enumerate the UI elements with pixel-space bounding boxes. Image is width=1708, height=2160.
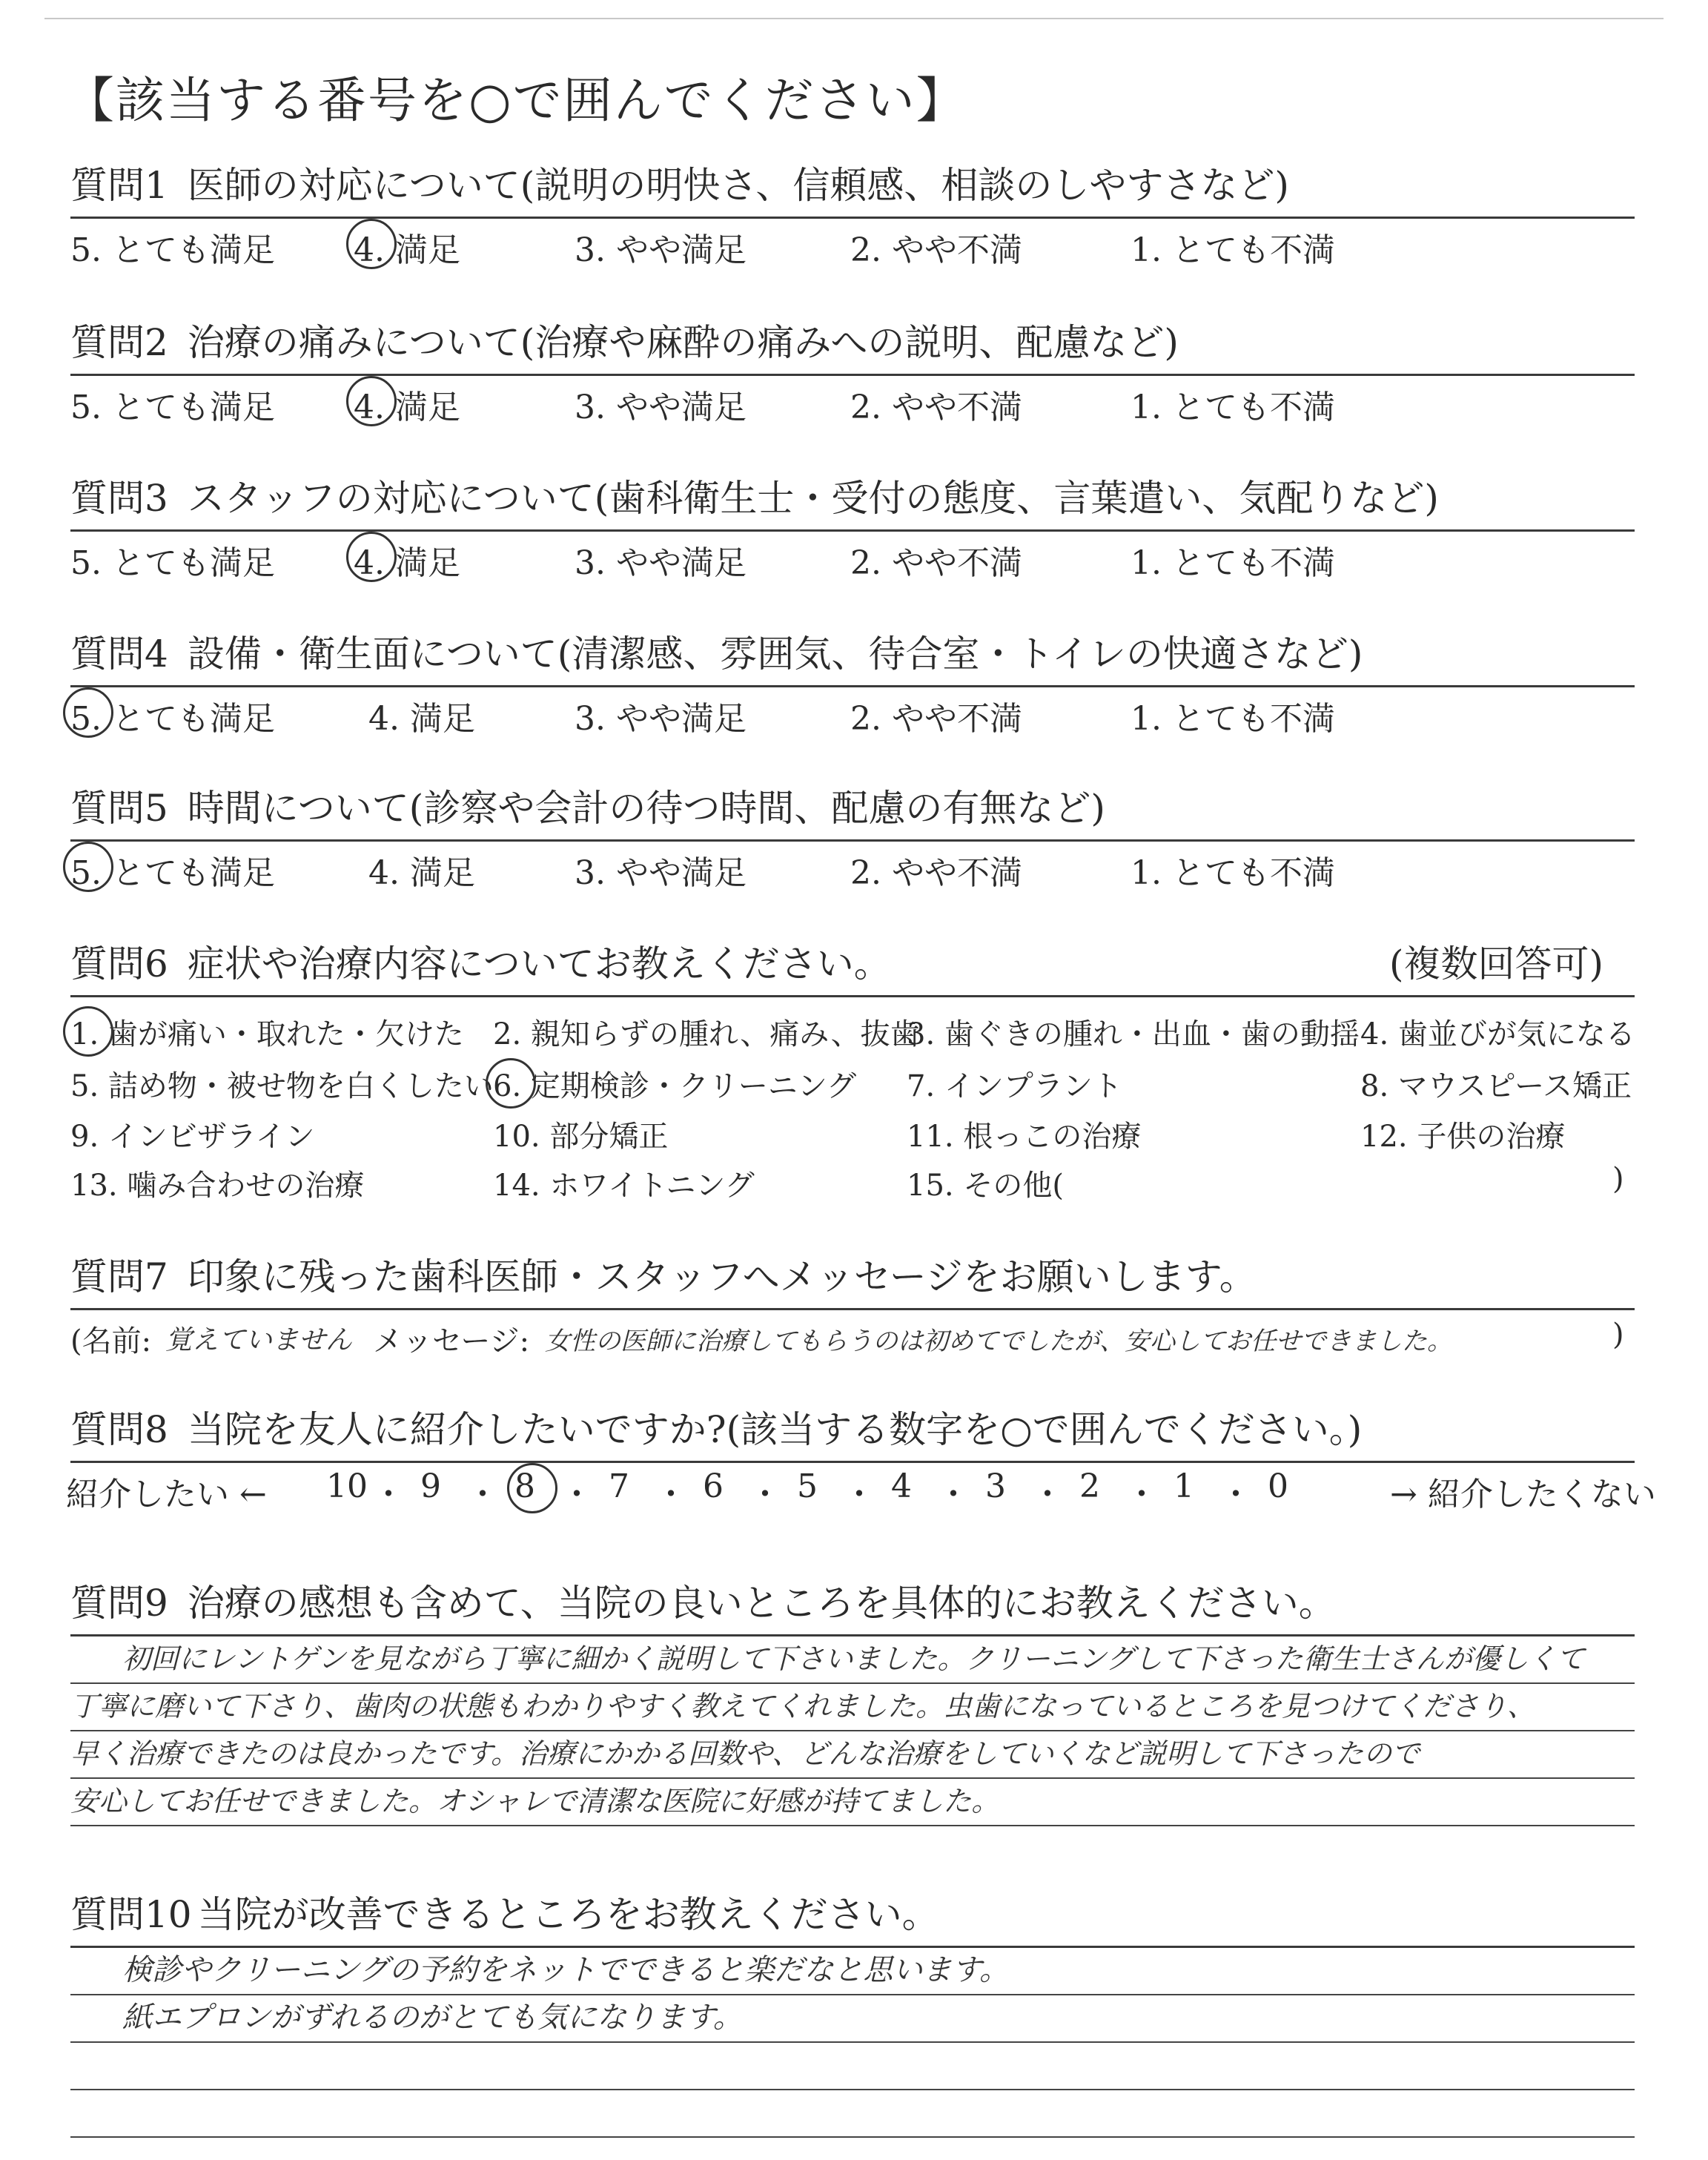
symptom-option-4[interactable]: 4. 歯並びが気になる: [1360, 1017, 1635, 1051]
option-3[interactable]: 3. やや満足: [575, 231, 747, 269]
scale-number-7[interactable]: 7: [609, 1467, 629, 1505]
question-number: 質問2: [70, 321, 168, 364]
question-5: [70, 777, 1635, 908]
option-2[interactable]: 2. やや不満: [850, 231, 1022, 269]
option-5[interactable]: 5. とても満足: [70, 231, 275, 269]
option-4[interactable]: 4. 満足: [368, 700, 475, 738]
question-text: 印象に残った歯科医師・スタッフへメッセージをお願いします。: [187, 1255, 1257, 1298]
message-value[interactable]: 女性の医師に治療してもらうのは初めてでしたが、安心してお任せできました。: [545, 1327, 1452, 1356]
scale-left-label: 紹介したい ←: [66, 1476, 267, 1513]
top-border: [44, 18, 1664, 19]
answer-line[interactable]: 検診やクリーニングの予約をネットでできると楽だなと思います。: [70, 1948, 1635, 1995]
scale-separator: ・: [655, 1476, 687, 1513]
scale-number-9[interactable]: 9: [420, 1467, 441, 1505]
scale-separator: ・: [937, 1476, 970, 1513]
option-4[interactable]: 4. 満足: [368, 854, 475, 892]
question-4: [70, 623, 1635, 754]
scale-right-label: → 紹介したくない: [1390, 1476, 1656, 1513]
symptom-option-15[interactable]: 15. その他(: [907, 1169, 1064, 1203]
symptom-option-8[interactable]: 8. マウスピース矯正: [1360, 1069, 1632, 1103]
question-10: [70, 1883, 1635, 2138]
scale-number-4[interactable]: 4: [891, 1467, 912, 1505]
question-text: 症状や治療内容についてお教えください。: [187, 942, 891, 985]
question-number: 質問3: [70, 477, 168, 520]
symptom-option-7[interactable]: 7. インプラント: [907, 1069, 1122, 1103]
option-5[interactable]: 5. とても満足: [70, 389, 275, 426]
scale-number-2[interactable]: 2: [1079, 1467, 1100, 1505]
question-text: 治療の感想も含めて、当院の良いところを具体的にお教えください。: [187, 1582, 1336, 1625]
question-text: 治療の痛みについて(治療や麻酔の痛みへの説明、配慮など): [187, 321, 1179, 364]
question-number: 質問10: [70, 1893, 192, 1936]
scale-number-1[interactable]: 1: [1174, 1467, 1194, 1505]
option-1[interactable]: 1. とても不満: [1131, 389, 1335, 426]
option-5-selected[interactable]: 5. とても満足: [70, 846, 275, 894]
option-2[interactable]: 2. やや不満: [850, 389, 1022, 426]
option-5-selected[interactable]: 5. とても満足: [70, 692, 275, 739]
question-text: 時間について(診察や会計の待つ時間、配慮の有無など): [187, 787, 1105, 830]
question-9: [70, 1572, 1635, 1826]
symptom-option-5[interactable]: 5. 詰め物・被せ物を白くしたい: [70, 1069, 494, 1103]
symptom-option-3[interactable]: 3. 歯ぐきの腫れ・出血・歯の動揺: [907, 1017, 1360, 1051]
scale-separator: ・: [843, 1476, 875, 1513]
option-2[interactable]: 2. やや不満: [850, 544, 1022, 582]
name-value[interactable]: 覚えていません: [165, 1325, 353, 1355]
option-3[interactable]: 3. やや満足: [575, 544, 747, 582]
option-1[interactable]: 1. とても不満: [1131, 544, 1335, 582]
symptom-option-6-selected[interactable]: 6. 定期検診・クリーニング: [493, 1063, 856, 1105]
question-number: 質問6: [70, 942, 168, 985]
other-close-paren: ): [1612, 1162, 1624, 1196]
answer-line[interactable]: [70, 2090, 1635, 2138]
scale-number-6[interactable]: 6: [703, 1467, 724, 1505]
answer-lines: [70, 1636, 1635, 1826]
question-3: [70, 467, 1635, 598]
option-2[interactable]: 2. やや不満: [850, 854, 1022, 892]
option-4-selected[interactable]: 4. 満足: [354, 536, 460, 584]
question-number: 質問5: [70, 787, 168, 830]
name-label: (名前:: [70, 1324, 152, 1358]
question-number: 質問9: [70, 1582, 168, 1625]
question-text: 当院を友人に紹介したいですか?(該当する数字を○で囲んでください。): [187, 1408, 1363, 1451]
question-text: 設備・衛生面について(清潔感、雰囲気、待合室・トイレの快適さなど): [187, 633, 1363, 676]
question-8: [66, 1398, 1656, 1522]
symptom-option-1-selected[interactable]: 1. 歯が痛い・取れた・欠けた: [70, 1011, 464, 1053]
option-2[interactable]: 2. やや不満: [850, 700, 1022, 738]
answer-lines: [70, 1948, 1635, 2138]
question-6: [70, 933, 1635, 1212]
symptom-option-13[interactable]: 13. 噛み合わせの治療: [70, 1169, 365, 1203]
scale-separator: ・: [1219, 1476, 1252, 1513]
question-1: [70, 154, 1635, 285]
symptom-option-10[interactable]: 10. 部分矯正: [493, 1120, 669, 1154]
option-4-selected[interactable]: 4. 満足: [354, 223, 460, 271]
symptom-option-9[interactable]: 9. インビザライン: [70, 1120, 315, 1154]
answer-line[interactable]: 初回にレントゲンを見ながら丁寧に細かく説明して下さいました。クリーニングして下さった衛生士さんが優しくて: [70, 1636, 1635, 1684]
multiple-answer-note: (複数回答可): [1388, 942, 1603, 985]
question-text: 当院が改善できるところをお教えください。: [197, 1893, 939, 1936]
answer-line[interactable]: 丁寧に磨いて下さり、歯肉の状態もわかりやすく教えてくれました。虫歯になっているところを見つけてくださり、: [70, 1684, 1635, 1731]
answer-line[interactable]: 紙エプロンがずれるのがとても気になります。: [70, 1995, 1635, 2043]
scale-number-8-selected[interactable]: 8: [514, 1467, 535, 1505]
scale-separator: ・: [749, 1476, 781, 1513]
scale-number-5[interactable]: 5: [797, 1467, 818, 1505]
option-1[interactable]: 1. とても不満: [1131, 854, 1335, 892]
answer-line[interactable]: 早く治療できたのは良かったです。治療にかかる回数や、どんな治療をしていくなど説明して下さったので: [70, 1731, 1635, 1779]
question-text: 医師の対応について(説明の明快さ、信頼感、相談のしやすさなど): [187, 164, 1289, 207]
symptom-option-2[interactable]: 2. 親知らずの腫れ、痛み、抜歯: [493, 1017, 920, 1051]
option-3[interactable]: 3. やや満足: [575, 700, 747, 738]
question-7: [70, 1246, 1635, 1368]
scale-separator: ・: [372, 1476, 405, 1513]
symptom-option-12[interactable]: 12. 子供の治療: [1360, 1120, 1566, 1154]
option-5[interactable]: 5. とても満足: [70, 544, 275, 582]
answer-line[interactable]: [70, 2043, 1635, 2090]
scale-separator: ・: [466, 1476, 499, 1513]
scale-number-10[interactable]: 10: [326, 1467, 368, 1505]
question-number: 質問4: [70, 633, 168, 676]
message-close-paren: ): [1612, 1318, 1624, 1352]
symptom-option-11[interactable]: 11. 根っこの治療: [907, 1120, 1142, 1154]
message-label: メッセージ:: [373, 1324, 530, 1358]
option-3[interactable]: 3. やや満足: [575, 854, 747, 892]
answer-line[interactable]: 安心してお任せできました。オシャレで清潔な医院に好感が持てました。: [70, 1779, 1635, 1826]
option-1[interactable]: 1. とても不満: [1131, 231, 1335, 269]
question-number: 質問8: [70, 1408, 168, 1451]
option-3[interactable]: 3. やや満足: [575, 389, 747, 426]
scale-separator: ・: [560, 1476, 593, 1513]
option-1[interactable]: 1. とても不満: [1131, 700, 1335, 738]
question-number: 質問7: [70, 1255, 168, 1298]
question-text: スタッフの対応について(歯科衛生士・受付の態度、言葉遣い、気配りなど): [187, 477, 1439, 520]
question-2: [70, 311, 1635, 443]
page-title: 【該当する番号を○で囲んでください】: [65, 72, 967, 129]
scale-number-0[interactable]: 0: [1268, 1467, 1288, 1505]
scale-separator: ・: [1125, 1476, 1158, 1513]
symptom-option-14[interactable]: 14. ホワイトニング: [493, 1169, 755, 1203]
question-number: 質問1: [70, 164, 168, 207]
scale-number-3[interactable]: 3: [985, 1467, 1006, 1505]
option-4-selected[interactable]: 4. 満足: [354, 380, 460, 428]
scale-separator: ・: [1031, 1476, 1064, 1513]
recommend-scale: [66, 1463, 1656, 1522]
